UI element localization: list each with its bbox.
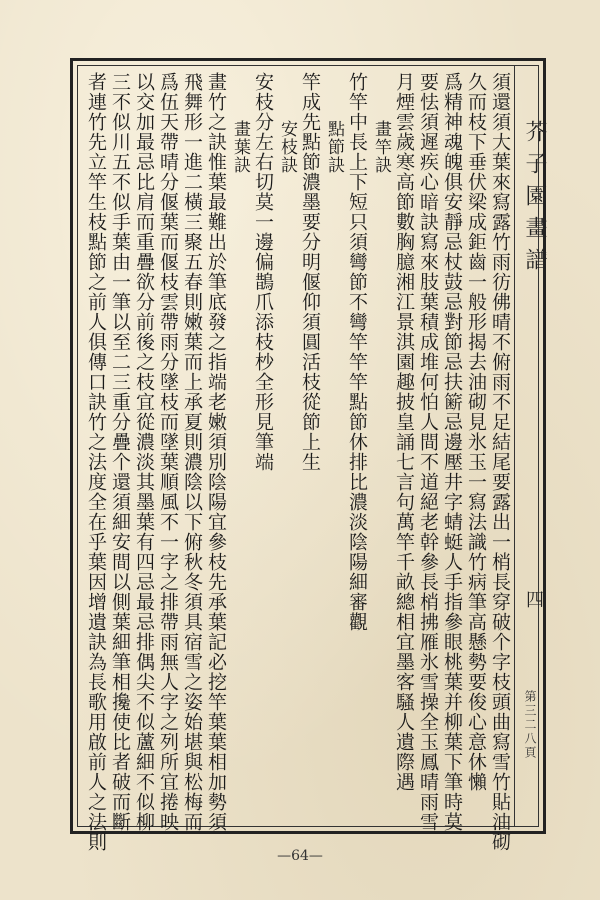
text-column: 三不似川五不似手葉由一筆以至二三重分疊个還須細安間以側葉細筆相攙使比者破而斷 [109, 72, 131, 832]
volume-page-label: 四 [523, 590, 544, 608]
text-column: 須還須大葉來寫露竹雨彷佛晴不俯雨不足結尾要露出一梢長穿破个字枝頭曲寫雪竹貼油砌 [489, 72, 511, 852]
text-column: 飛舞形一進二橫三聚五春則嫩葉而上承夏則濃陰以下俯秋冬須具宿雪之姿始堪與松梅而 [181, 72, 203, 832]
text-column: 月煙雲歲寒高節數胸臆湘江景淇園趣披皇誦七言句萬竿千畝總相宜墨客騷人遺際遇 [393, 72, 415, 792]
text-column: 爲精神魂魄俱安靜忌杖鼓忌對節忌扶簖忌邊壓井字蜻蜓人手指參眼桃葉并柳葉下筆時莫 [441, 72, 463, 832]
text-column: 安枝分左右切莫一邊偏鵲爪添枝杪全形見筆端 [252, 72, 274, 472]
text-column: 爲伍天帶晴分偃葉而偃枝雲帶雨分墜枝而墜葉順風不一字之排帶雨無人字之列所宜捲映 [157, 72, 179, 832]
text-column: 要怯須遲疾心暗訣寫來肢葉積成堆何怕人間不道絕老幹參長梢拂雁氷雪操全玉鳳晴雨雪 [417, 72, 439, 832]
text-column: 畫竹之訣惟葉最難出於筆底發之指端老嫩須別陰陽宜參枝先承葉記必挖竿葉葉相加勢須 [205, 72, 227, 832]
text-column: 竿成先點節濃墨要分明偃仰須圓活枝從節上生 [299, 72, 321, 472]
section-heading: 安枝訣 [277, 120, 297, 174]
book-title: 芥子園畫譜 [522, 120, 547, 280]
text-column: 久而枝下垂伏梁成鉅齒一般形揭去油砌見氷玉一寫法識竹病筆高懸勢要俊心意休懶 [465, 72, 487, 792]
text-column: 竹竿中長上下短只須彎節不彎竿竿竿點節休排比濃淡陰陽細審觀 [346, 72, 368, 632]
section-heading: 點節訣 [324, 120, 344, 174]
margin-divider [514, 65, 515, 827]
volume-code: 第三二八頁 [523, 690, 537, 760]
page-number: —64— [277, 848, 323, 864]
text-column: 以交加最忌比肩而重疊欲分前後之枝宜從濃淡其墨葉有四忌最忌排偶尖不似蘆細不似柳 [133, 72, 155, 832]
section-heading: 畫葉訣 [230, 120, 250, 174]
text-column: 者連竹先立竿生枝點節之前人俱傳口訣竹之法度全在乎葉因增遺訣為長歌用啟前人之法則 [85, 72, 107, 852]
section-heading: 畫竿訣 [371, 120, 391, 174]
